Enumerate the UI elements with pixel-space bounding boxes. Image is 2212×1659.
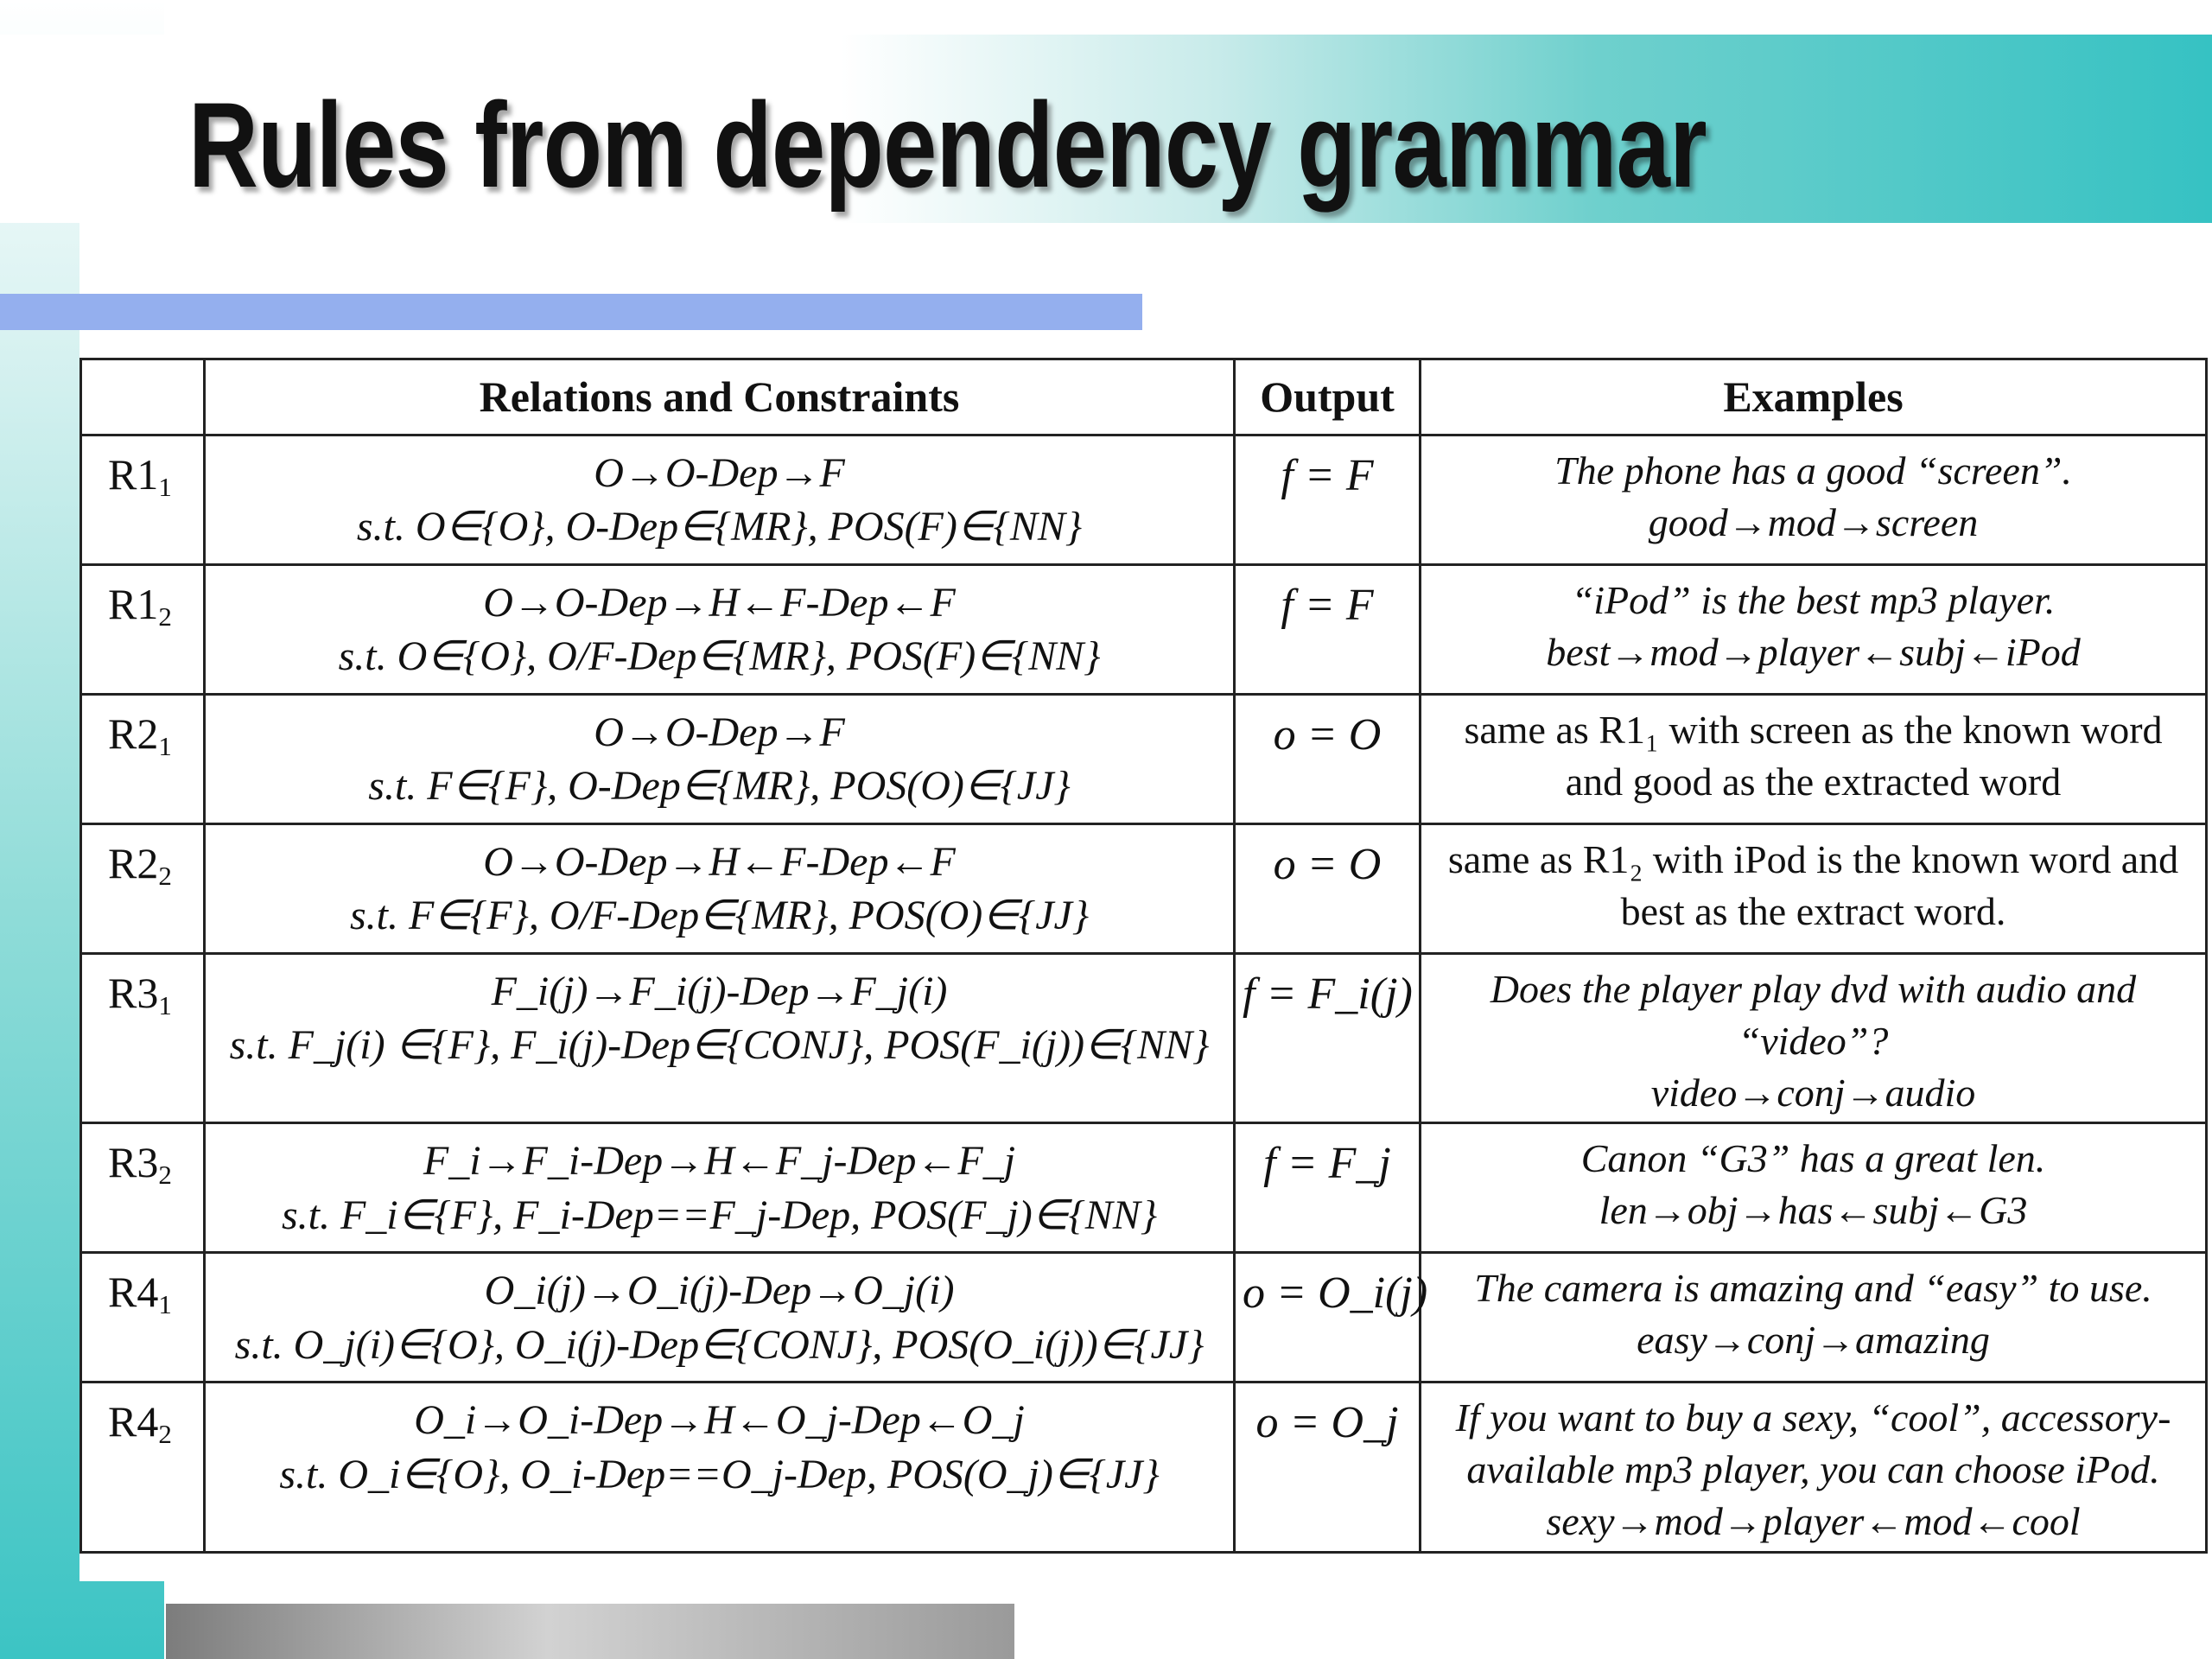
table-row xyxy=(81,824,2207,954)
output-cell: o = O xyxy=(1235,824,1421,954)
output-cell: f = F_j xyxy=(1235,1123,1421,1253)
relation-text: O→O-Dep→H←F-Dep←F xyxy=(483,839,956,885)
table-row xyxy=(81,565,2207,695)
example-cell xyxy=(1421,565,2207,695)
example-sentence: The camera is amazing and “easy” to use. xyxy=(1474,1266,2152,1311)
header-rule-id xyxy=(81,359,205,435)
rule-id-text: R1 xyxy=(108,580,159,628)
rule-id-text: R2 xyxy=(108,839,159,887)
table-row xyxy=(81,1123,2207,1253)
relation-text: O_i(j)→O_i(j)-Dep→O_j(i) xyxy=(484,1268,955,1314)
rule-id-subscript: 1 xyxy=(158,471,172,502)
relation-cell xyxy=(205,1253,1235,1382)
output-cell: o = O_j xyxy=(1235,1382,1421,1552)
rule-id-subscript: 1 xyxy=(158,989,172,1020)
constraint-text: s.t. O_j(i)∈{O}, O_i(j)-Dep∈{CONJ}, POS(O_i(j))∈{JJ} xyxy=(234,1321,1205,1368)
rule-id xyxy=(81,565,205,695)
accent-bar-blue xyxy=(0,294,1142,330)
relation-text: O_i→O_i-Dep→H←O_j-Dep←O_j xyxy=(414,1397,1025,1444)
output-cell: o = O xyxy=(1235,695,1421,824)
relation-text: F_i→F_i-Dep→H←F_j-Dep←F_j xyxy=(423,1138,1016,1185)
rule-id-subscript: 2 xyxy=(158,601,172,632)
rule-id-subscript: 2 xyxy=(158,860,172,891)
example-sentence-cont: “video”? xyxy=(1738,1018,1889,1063)
accent-bar-gray xyxy=(166,1604,1014,1659)
example-dependency: sexy→mod→player←mod←cool xyxy=(1546,1498,2081,1543)
example-dependency: len→obj→has←subj←G3 xyxy=(1599,1188,2028,1233)
table-row xyxy=(81,954,2207,1123)
table-row xyxy=(81,695,2207,824)
relation-cell xyxy=(205,435,1235,565)
constraint-text: s.t. F_i∈{F}, F_i-Dep==F_j-Dep, POS(F_j)∈{NN} xyxy=(281,1192,1158,1238)
output-cell: o = O_i(j) xyxy=(1235,1253,1421,1382)
example-sentence: same as R1₁ with screen as the known word xyxy=(1464,708,2163,752)
example-sentence: Canon “G3” has a great len. xyxy=(1580,1136,2046,1181)
header-output: Output xyxy=(1235,359,1421,435)
table-row xyxy=(81,1382,2207,1552)
relation-cell xyxy=(205,1382,1235,1552)
rule-id-text: R3 xyxy=(108,1138,159,1187)
output-cell: f = F xyxy=(1235,435,1421,565)
example-cell xyxy=(1421,435,2207,565)
example-cell xyxy=(1421,1382,2207,1552)
relation-cell xyxy=(205,565,1235,695)
rule-id-subscript: 1 xyxy=(158,1289,172,1320)
relation-cell xyxy=(205,1123,1235,1253)
rule-id xyxy=(81,435,205,565)
rule-id-text: R4 xyxy=(108,1397,159,1446)
rules-table xyxy=(79,358,2208,1554)
header-relations: Relations and Constraints xyxy=(205,359,1235,435)
example-sentence: “iPod” is the best mp3 player. xyxy=(1571,578,2056,622)
example-sentence-cont: best as the extract word. xyxy=(1620,888,2006,933)
rule-id-text: R2 xyxy=(108,709,159,758)
example-cell xyxy=(1421,824,2207,954)
example-sentence: If you want to buy a sexy, “cool”, accessory- xyxy=(1455,1395,2171,1440)
rule-id xyxy=(81,1123,205,1253)
rule-id-subscript: 2 xyxy=(158,1160,172,1191)
example-sentence: same as R1₂ with iPod is the known word and xyxy=(1447,837,2179,881)
rule-id xyxy=(81,1253,205,1382)
output-cell: f = F xyxy=(1235,565,1421,695)
example-cell xyxy=(1421,695,2207,824)
rule-id-text: R3 xyxy=(108,969,159,1017)
constraint-text: s.t. O∈{O}, O-Dep∈{MR}, POS(F)∈{NN} xyxy=(356,504,1083,550)
rule-id xyxy=(81,824,205,954)
example-dependency: best→mod→player←subj←iPod xyxy=(1546,629,2081,674)
relation-text: O→O-Dep→H←F-Dep←F xyxy=(483,580,956,626)
table-header-row xyxy=(81,359,2207,435)
output-cell: f = F_i(j) xyxy=(1235,954,1421,1123)
example-cell xyxy=(1421,1123,2207,1253)
example-sentence: Does the player play dvd with audio and xyxy=(1490,967,2137,1011)
table-row xyxy=(81,435,2207,565)
constraint-text: s.t. F_j(i) ∈{F}, F_i(j)-Dep∈{CONJ}, POS(F_i(j))∈{NN} xyxy=(229,1022,1210,1069)
rule-id-text: R1 xyxy=(108,450,159,499)
example-sentence-cont: available mp3 player, you can choose iPod. xyxy=(1466,1447,2160,1492)
example-cell xyxy=(1421,954,2207,1123)
slide-title: Rules from dependency grammar xyxy=(188,77,1707,213)
rule-id xyxy=(81,954,205,1123)
header-examples: Examples xyxy=(1421,359,2207,435)
relation-cell xyxy=(205,695,1235,824)
relation-cell xyxy=(205,954,1235,1123)
constraint-text: s.t. F∈{F}, O-Dep∈{MR}, POS(O)∈{JJ} xyxy=(368,763,1071,810)
example-dependency: good→mod→screen xyxy=(1648,499,1979,544)
rule-id-subscript: 2 xyxy=(158,1419,172,1450)
table-row xyxy=(81,1253,2207,1382)
relation-text: F_i(j)→F_i(j)-Dep→F_j(i) xyxy=(491,969,948,1014)
rule-id xyxy=(81,695,205,824)
relation-text: O→O-Dep→F xyxy=(594,450,845,496)
relation-text: O→O-Dep→F xyxy=(594,709,845,755)
rule-id-text: R4 xyxy=(108,1268,159,1317)
example-sentence: The phone has a good “screen”. xyxy=(1554,448,2072,493)
example-cell xyxy=(1421,1253,2207,1382)
relation-cell xyxy=(205,824,1235,954)
rule-id xyxy=(81,1382,205,1552)
example-dependency: video→conj→audio xyxy=(1650,1070,1976,1115)
example-sentence-cont: and good as the extracted word xyxy=(1565,759,2062,804)
rule-id-subscript: 1 xyxy=(158,730,172,761)
constraint-text: s.t. F∈{F}, O/F-Dep∈{MR}, POS(O)∈{JJ} xyxy=(349,893,1090,939)
constraint-text: s.t. O∈{O}, O/F-Dep∈{MR}, POS(F)∈{NN} xyxy=(338,633,1101,680)
constraint-text: s.t. O_i∈{O}, O_i-Dep==O_j-Dep, POS(O_j)∈{JJ} xyxy=(279,1451,1160,1497)
example-dependency: easy→conj→amazing xyxy=(1637,1318,1990,1363)
